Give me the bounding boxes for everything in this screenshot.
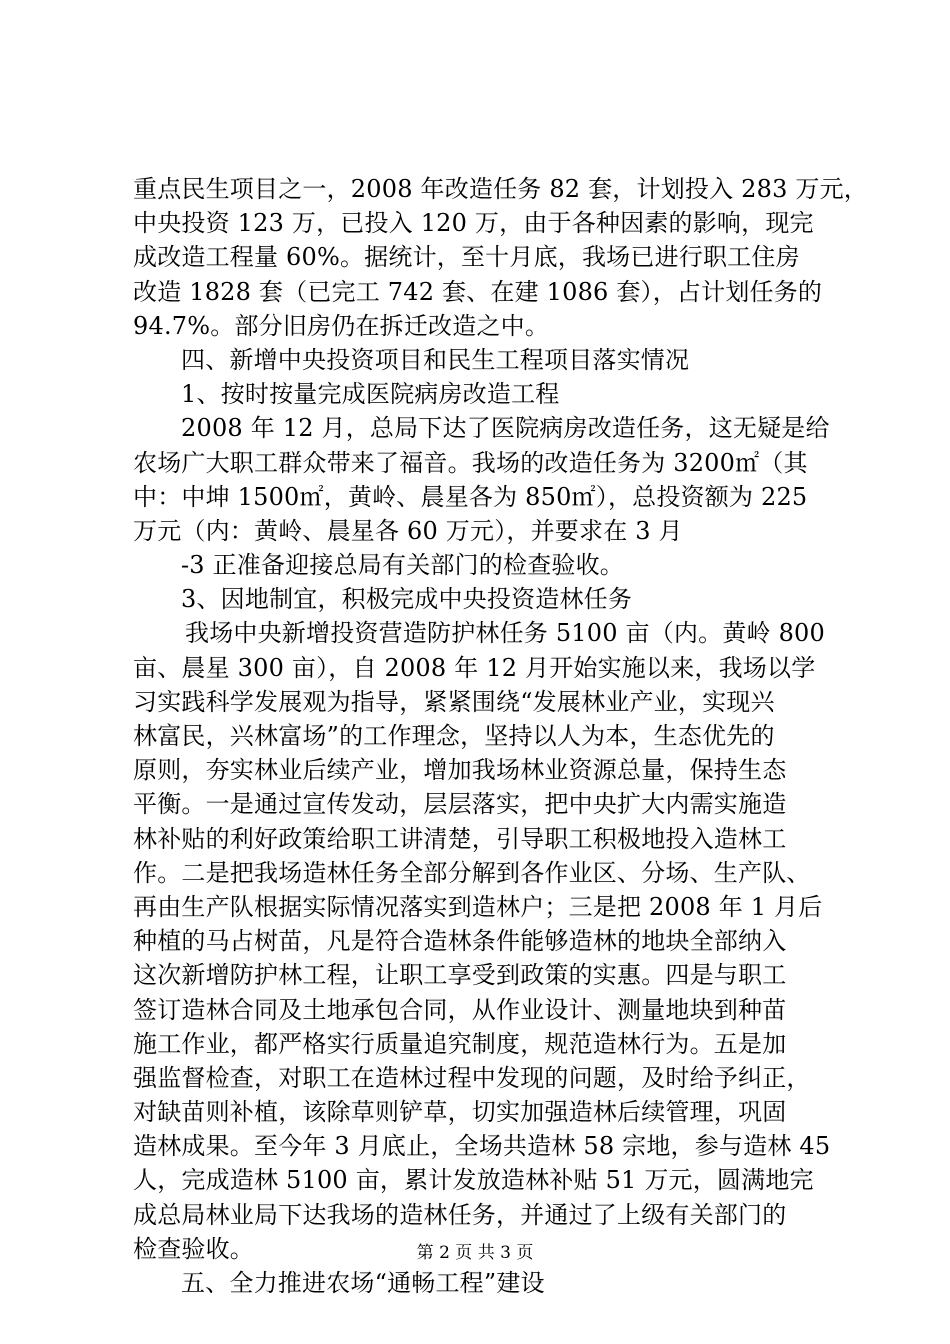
text-line: -3 正准备迎接总局有关部门的检查验收。 <box>181 551 625 580</box>
text-line: 成总局林业局下达我场的造林任务，并通过了上级有关部门的 <box>133 1200 787 1229</box>
section-heading: 五、全力推进农场“通畅工程”建设 <box>181 1269 545 1297</box>
text-line: 我场中央新增投资营造防护林任务 5100 亩（内。黄岭 800 <box>185 619 825 648</box>
text-line: 施工作业，都严格实行质量追究制度，规范造林行为。五是加 <box>133 1029 787 1058</box>
text-line: 对缺苗则补植，该除草则铲草，切实加强造林后续管理，巩固 <box>133 1098 787 1127</box>
text-line: 种植的马占树苗，凡是符合造林条件能够造林的地块全部纳入 <box>133 927 787 956</box>
text-line: 万元（内：黄岭、晨星各 60 万元），并要求在 3 月 <box>133 516 683 545</box>
text-line: 2008 年 12 月，总局下达了医院病房改造任务，这无疑是给 <box>181 414 830 443</box>
text-line: 农场广大职工群众带来了福音。我场的改造任务为 3200㎡（其 <box>133 448 808 477</box>
text-line: 亩、晨星 300 亩），自 2008 年 12 月开始实施以来，我场以学 <box>133 653 816 682</box>
text-line: 中：中坤 1500㎡，黄岭、晨星各为 850㎡），总投资额为 225 <box>133 482 808 511</box>
text-line: 人，完成造林 5100 亩，累计发放造林补贴 51 万元，圆满地完 <box>133 1166 814 1195</box>
text-line: 再由生产队根据实际情况落实到造林户；三是把 2008 年 1 月后 <box>133 892 823 921</box>
text-line: 林富民，兴林富场”的工作理念，坚持以人为本，生态优先的 <box>133 722 775 750</box>
text-line: 检查验收。 <box>133 1234 254 1263</box>
text-line: 造林成果。至今年 3 月底止，全场共造林 58 宗地，参与造林 45 <box>133 1132 831 1161</box>
document-body <box>133 172 868 1300</box>
text-line: 原则，夯实林业后续产业，增加我场林业资源总量，保持生态 <box>133 756 787 785</box>
text-line: 成改造工程量 60%。据统计，至十月底，我场已进行职工住房 <box>133 243 800 272</box>
text-line: 签订造林合同及土地承包合同，从作业设计、测量地块到种苗 <box>133 995 787 1024</box>
text-line: 重点民生项目之一，2008 年改造任务 82 套，计划投入 283 万元， <box>133 175 868 203</box>
text-line: 中央投资 123 万，已投入 120 万，由于各种因素的影响，现完 <box>133 209 814 238</box>
page-footer: 第 2 页 共 3 页 <box>416 1243 534 1263</box>
section-heading: 四、新增中央投资项目和民生工程项目落实情况 <box>181 345 690 374</box>
text-line: 强监督检查，对职工在造林过程中发现的问题，及时给予纠正， <box>133 1063 811 1092</box>
text-line: 林补贴的利好政策给职工讲清楚，引导职工积极地投入造林工 <box>133 824 787 853</box>
text-line: 习实践科学发展观为指导，紧紧围绕“发展林业产业，实现兴 <box>133 687 775 716</box>
subsection-heading: 1、按时按量完成医院病房改造工程 <box>181 380 560 409</box>
text-line: 这次新增防护林工程，让职工享受到政策的实惠。四是与职工 <box>133 961 787 990</box>
text-line: 平衡。一是通过宣传发动，层层落实，把中央扩大内需实施造 <box>133 790 787 819</box>
text-line: 作。二是把我场造林任务全部分解到各作业区、分场、生产队、 <box>133 858 811 887</box>
text-line: 改造 1828 套（已完工 742 套、在建 1086 套），占计划任务的 <box>133 277 823 306</box>
text-line: 94.7%。部分旧房仍在拆迁改造之中。 <box>133 311 550 340</box>
subsection-heading: 3、因地制宜，积极完成中央投资造林任务 <box>181 585 633 614</box>
